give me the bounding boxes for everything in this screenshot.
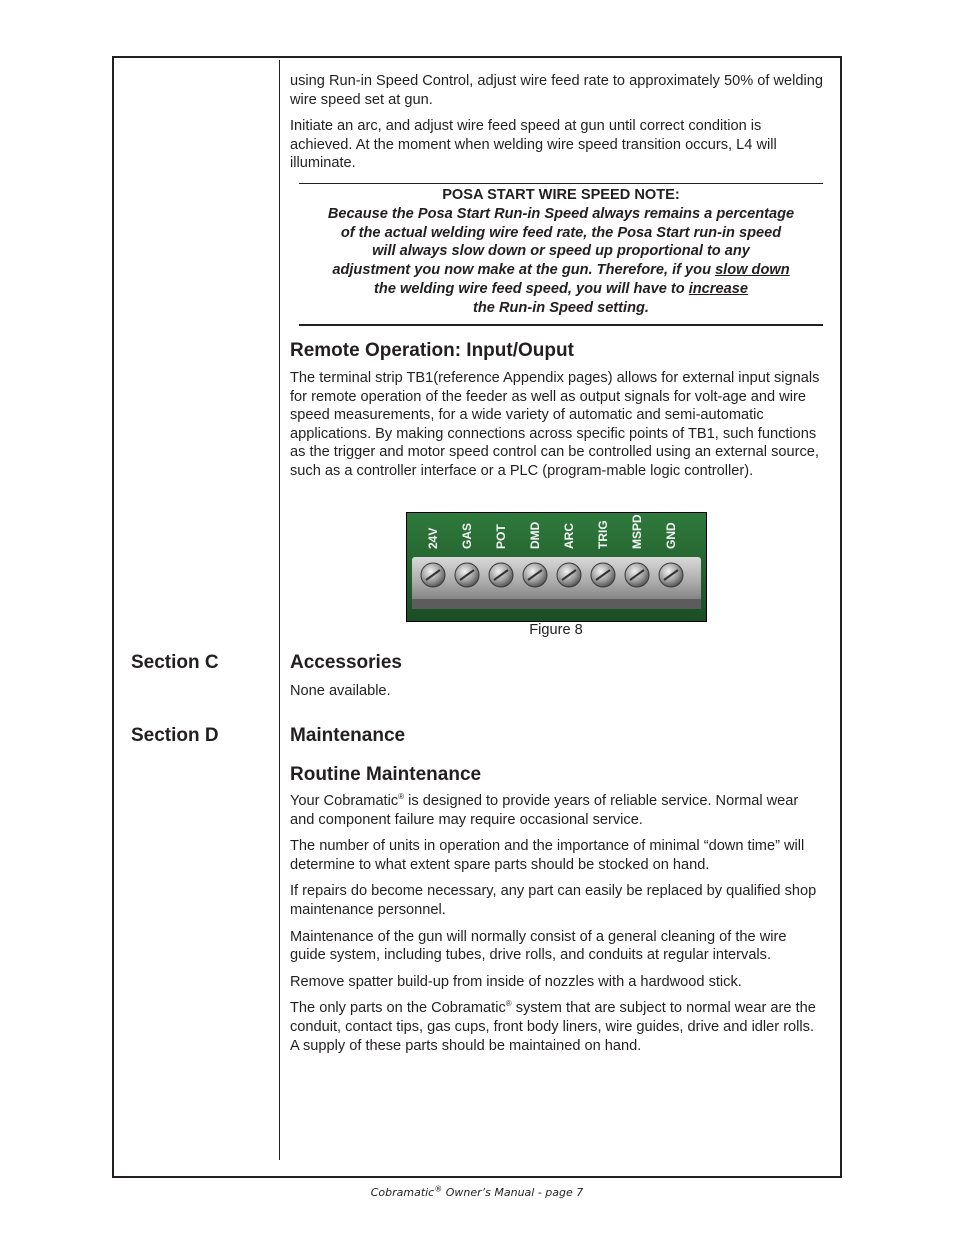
terminal-label-dmd: DMD bbox=[528, 521, 542, 549]
note-line-5-text: the welding wire feed speed, you will have to bbox=[374, 280, 689, 297]
terminal-label-gnd: GND bbox=[664, 522, 678, 549]
maintenance-heading: Maintenance bbox=[290, 725, 406, 746]
figure-caption: Figure 8 bbox=[529, 622, 583, 638]
terminal-label-pot: POT bbox=[494, 524, 508, 549]
section-c-label: Section C bbox=[131, 652, 219, 673]
intro-paragraph-2: Initiate an arc, and adjust wire feed speed at gun until correct condition is achieved. At the moment when welding wire speed transition occurs, L4 will illuminate. bbox=[290, 118, 777, 172]
p6-text-rest: system that are subject to normal wear are the conduit, contact tips, gas cups, front body liners, wire guides, drive and idler rolls. A supply of these parts should be maintained on hand. bbox=[290, 1000, 816, 1054]
p6-text: The only parts on the Cobramatic bbox=[290, 1000, 506, 1017]
terminal-label-arc: ARC bbox=[562, 523, 576, 549]
terminal-strip-photo bbox=[406, 512, 707, 622]
section-d-label: Section D bbox=[131, 725, 219, 746]
note-underline-increase: increase bbox=[688, 280, 748, 297]
terminal-label-24v: 24V bbox=[426, 527, 440, 549]
terminal-label-mspd: MSPD bbox=[630, 514, 644, 549]
maintenance-paragraph-6 bbox=[290, 999, 824, 1055]
note-line-3: will always slow down or speed up proportional to any bbox=[372, 243, 750, 260]
note-line-1: Because the Posa Start Run-in Speed always remains a percentage bbox=[327, 205, 795, 222]
note-line-2: of the actual welding wire feed rate, the Posa Start run-in speed bbox=[340, 224, 782, 241]
maintenance-paragraph-1 bbox=[290, 792, 824, 829]
accessories-body: None available. bbox=[290, 683, 391, 699]
remote-operation-heading: Remote Operation: Input/Ouput bbox=[290, 340, 574, 361]
section-c-block bbox=[290, 652, 824, 701]
terminal-label-gas: GAS bbox=[460, 522, 474, 549]
terminal-label-trig: TRIG bbox=[596, 520, 610, 549]
page-footer bbox=[0, 1186, 954, 1199]
column-divider bbox=[279, 60, 280, 1160]
note-line-4-text: adjustment you now make at the gun. Therefore, if you bbox=[332, 262, 716, 279]
note-line-5 bbox=[299, 280, 823, 299]
registered-mark: ® bbox=[505, 999, 512, 1009]
footer-text: Owner’s Manual - page 7 bbox=[442, 1186, 584, 1199]
maintenance-paragraph-3: If repairs do become necessary, any part can easily be replaced by qualified shop maintenance personnel. bbox=[290, 883, 817, 918]
note-line-6: the Run-in Speed setting. bbox=[473, 299, 649, 316]
intro-block bbox=[290, 72, 824, 173]
note-line-4 bbox=[299, 261, 823, 280]
intro-paragraph-1: using Run-in Speed Control, adjust wire feed rate to approximately 50% of welding wire speed set at gun. bbox=[290, 73, 823, 108]
note-title: POSA START WIRE SPEED NOTE: bbox=[442, 187, 680, 203]
registered-mark: ® bbox=[398, 792, 405, 802]
posa-start-note bbox=[299, 183, 823, 326]
footer-brand: Cobramatic bbox=[370, 1186, 435, 1199]
footer-registered-mark: ® bbox=[434, 1184, 443, 1194]
section-d-block bbox=[290, 725, 824, 1055]
remote-operation-body: The terminal strip TB1(reference Appendix pages) allows for external input signals for remote operation of the feeder as well as output signals for volt-age and wire speed measurements, for a wide variety of automatic and semi-automatic applications. By making connections across specific points of TB1, such functions as the trigger and motor speed control can be controlled using an external source, such as a controller interface or a PLC (program-mable logic controller). bbox=[290, 370, 820, 479]
p1-text: Your Cobramatic bbox=[290, 793, 399, 809]
note-underline-slow-down: slow down bbox=[715, 262, 790, 279]
maintenance-paragraph-5: Remove spatter build-up from inside of nozzles with a hardwood stick. bbox=[290, 973, 742, 990]
accessories-heading: Accessories bbox=[290, 652, 402, 673]
remote-operation-block bbox=[290, 340, 824, 481]
maintenance-paragraph-2: The number of units in operation and the importance of minimal “down time” will determine to what extent spare parts should be stocked on hand. bbox=[290, 838, 805, 873]
maintenance-paragraph-4: Maintenance of the gun will normally consist of a general cleaning of the wire guide system, including tubes, drive rolls, and conduits at regular intervals. bbox=[290, 928, 787, 964]
p1-text-rest: is designed to provide years of reliable service. Normal wear and component failure may require occasional service. bbox=[290, 793, 799, 828]
terminal-strip-illustration bbox=[407, 513, 706, 621]
routine-maintenance-heading: Routine Maintenance bbox=[290, 764, 482, 785]
